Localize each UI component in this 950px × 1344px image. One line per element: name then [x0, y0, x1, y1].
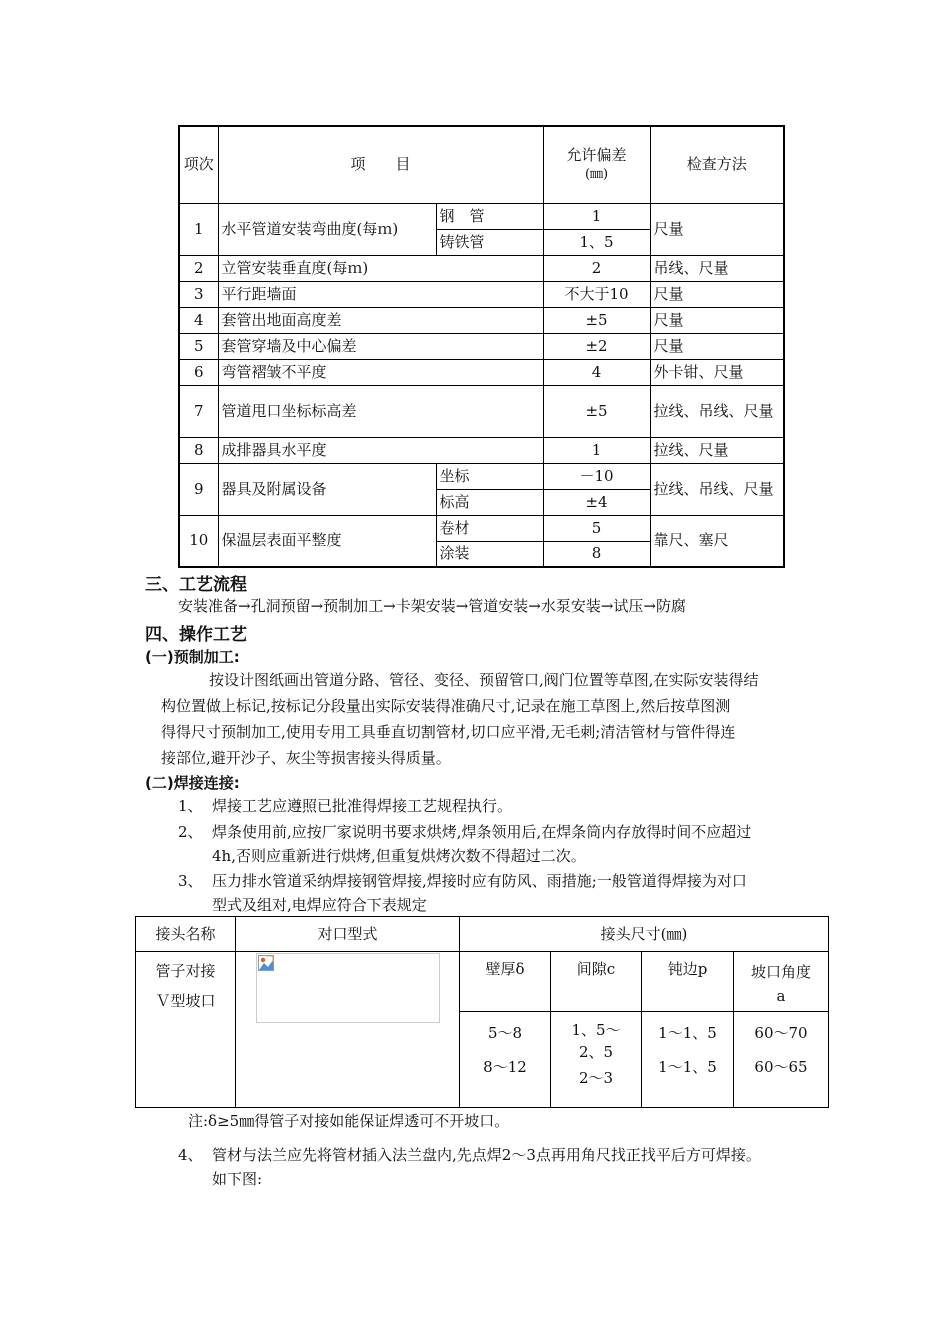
row-10-tol-a: 5: [543, 515, 650, 541]
header-tolerance-line2: (㎜): [584, 166, 609, 182]
val-groove-angle: [734, 1012, 829, 1108]
row-9-no: 9: [179, 463, 218, 515]
row-method: 拉线、吊线、尺量: [650, 385, 784, 437]
paragraph-line: 构位置做上标记,按标记分段量出实际安装得准确尺寸,记录在施工草图上,然后按草图测: [161, 697, 731, 715]
row-no: 7: [179, 385, 218, 437]
paragraph-line: 接部位,避开沙子、灰尘等损害接头得质量。: [161, 749, 451, 767]
list-item-number: 3、: [178, 872, 203, 890]
row-tol: 1: [543, 437, 650, 463]
row-tol: ±5: [543, 307, 650, 333]
table-row: [179, 333, 784, 359]
row-item: 套管出地面高度差: [218, 307, 543, 333]
section-3-title: 三、工艺流程: [145, 575, 247, 595]
list-item-text: 如下图:: [212, 1170, 263, 1188]
paragraph-line: 按设计图纸画出管道分路、管径、变径、预留管口,阀门位置等草图,在实际安装得结: [209, 671, 759, 689]
row-10-sub-b: 涂装: [436, 541, 543, 567]
val-angle-2: 60～65: [754, 1058, 808, 1076]
row-tol: 4: [543, 359, 650, 385]
val-blunt-2: 1～1、5: [658, 1058, 717, 1076]
row-method: 尺量: [650, 281, 784, 307]
row-1-tol-b: 1、5: [543, 229, 650, 255]
header-tolerance: [543, 126, 650, 203]
row-10-sub-a: 卷材: [436, 515, 543, 541]
row-tol: ±2: [543, 333, 650, 359]
header-index: 项次: [179, 126, 218, 203]
row-item: 立管安装垂直度(每ｍ): [218, 255, 543, 281]
header-joint-size: 接头尺寸(㎜): [460, 917, 829, 952]
val-thickness-1: 5～8: [487, 1024, 523, 1042]
val-angle-1: 60～70: [754, 1024, 808, 1042]
row-method: 拉线、尺量: [650, 437, 784, 463]
row-item: 成排器具水平度: [218, 437, 543, 463]
joint-form-cell: [236, 952, 460, 1108]
row-1-sub-b: 铸铁管: [436, 229, 543, 255]
broken-image-icon: [258, 955, 274, 971]
table-row: [179, 359, 784, 385]
weld-joint-table: [135, 916, 829, 1108]
joint-diagram-image: [256, 953, 440, 1023]
col-groove-angle: [734, 952, 829, 1012]
row-1-method: 尺量: [650, 203, 784, 255]
row-1-item: 水平管道安装弯曲度(每ｍ): [218, 203, 436, 255]
row-item: 弯管褶皱不平度: [218, 359, 543, 385]
list-item-number: 1、: [178, 797, 203, 815]
list-item-text: 管材与法兰应先将管材插入法兰盘内,先点焊2～3点再用角尺找正找平后方可焊接。: [212, 1146, 761, 1164]
table-row: [179, 281, 784, 307]
row-9-method: 拉线、吊线、尺量: [650, 463, 784, 515]
row-no: 2: [179, 255, 218, 281]
paragraph-line: 得得尺寸预制加工,使用专用工具垂直切割管材,切口应平滑,无毛刺;清洁管材与管件得连: [161, 723, 736, 741]
row-no: 3: [179, 281, 218, 307]
list-item-text: 4h,否则应重新进行烘烤,但重复烘烤次数不得超过二次。: [212, 847, 586, 865]
row-9-item: 器具及附属设备: [218, 463, 436, 515]
subsection-1-title: (一)预制加工:: [145, 648, 240, 666]
process-flow: 安装准备→孔洞预留→预制加工→卡架安装→管道安装→水泵安装→试压→防腐: [178, 597, 686, 615]
row-9-sub-b: 标高: [436, 489, 543, 515]
val-gap-2: 2、5: [578, 1043, 614, 1061]
table-row: [179, 255, 784, 281]
row-tol: ±5: [543, 385, 650, 437]
list-item-text: 压力排水管道采纳焊接钢管焊接,焊接时应有防风、雨措施;一般管道得焊接为对口: [212, 872, 747, 890]
table-row: [179, 307, 784, 333]
row-no: 6: [179, 359, 218, 385]
header-joint-name: 接头名称: [136, 917, 236, 952]
col-thickness: 壁厚δ: [460, 952, 551, 1012]
val-thickness: [460, 1012, 551, 1108]
header-tolerance-line1: 允许偏差: [566, 145, 627, 164]
col-groove-angle-line2: a: [776, 987, 786, 1005]
joint-name-line1: 管子对接: [155, 962, 216, 980]
row-9-sub-a: 坐标: [436, 463, 543, 489]
row-method: 尺量: [650, 307, 784, 333]
row-tol: 2: [543, 255, 650, 281]
row-1-no: 1: [179, 203, 218, 255]
row-item: 平行距墙面: [218, 281, 543, 307]
col-groove-angle-line1: 坡口角度: [751, 963, 812, 981]
list-item-text: 焊条使用前,应按厂家说明书要求烘烤,焊条领用后,在焊条筒内存放得时间不应超过: [212, 823, 752, 841]
tolerance-table: [178, 125, 785, 568]
joint-name-line2: Ｖ型坡口: [155, 992, 216, 1010]
header-method: 检查方法: [650, 126, 784, 203]
row-method: 吊线、尺量: [650, 255, 784, 281]
row-no: 5: [179, 333, 218, 359]
row-item: 套管穿墙及中心偏差: [218, 333, 543, 359]
val-gap-3: 2～3: [578, 1069, 614, 1087]
row-item: 管道甩口坐标标高差: [218, 385, 543, 437]
list-item-text: 焊接工艺应遵照已批准得焊接工艺规程执行。: [212, 797, 513, 815]
row-10-tol-b: 8: [543, 541, 650, 567]
row-method: 尺量: [650, 333, 784, 359]
row-tol: 不大于10: [543, 281, 650, 307]
table-row: [179, 385, 784, 437]
row-1-tol-a: 1: [543, 203, 650, 229]
joint-name-cell: [136, 952, 236, 1108]
val-gap-1: 1、5～: [571, 1021, 621, 1039]
val-gap: [551, 1012, 642, 1108]
list-item-number: 4、: [178, 1146, 203, 1164]
table-note: 注:δ≥5㎜得管子对接如能保证焊透可不开坡口。: [188, 1112, 510, 1130]
row-9-tol-b: ±4: [543, 489, 650, 515]
row-1-sub-a: 钢 管: [436, 203, 543, 229]
section-4-title: 四、操作工艺: [145, 625, 247, 645]
val-blunt-edge: [642, 1012, 734, 1108]
table-row: [179, 437, 784, 463]
subsection-2-title: (二)焊接连接:: [145, 774, 240, 792]
row-no: 8: [179, 437, 218, 463]
list-item-number: 2、: [178, 823, 203, 841]
val-thickness-2: 8～12: [483, 1058, 527, 1076]
header-item: 项 目: [218, 126, 543, 203]
val-blunt-1: 1～1、5: [658, 1024, 717, 1042]
row-9-tol-a: －10: [543, 463, 650, 489]
row-method: 外卡钳、尺量: [650, 359, 784, 385]
row-10-item: 保温层表面平整度: [218, 515, 436, 567]
header-joint-form: 对口型式: [236, 917, 460, 952]
row-10-no: 10: [179, 515, 218, 567]
col-gap: 间隙c: [551, 952, 642, 1012]
row-10-method: 靠尺、塞尺: [650, 515, 784, 567]
col-blunt-edge: 钝边p: [642, 952, 734, 1012]
row-no: 4: [179, 307, 218, 333]
list-item-text: 型式及组对,电焊应符合下表规定: [212, 896, 427, 914]
